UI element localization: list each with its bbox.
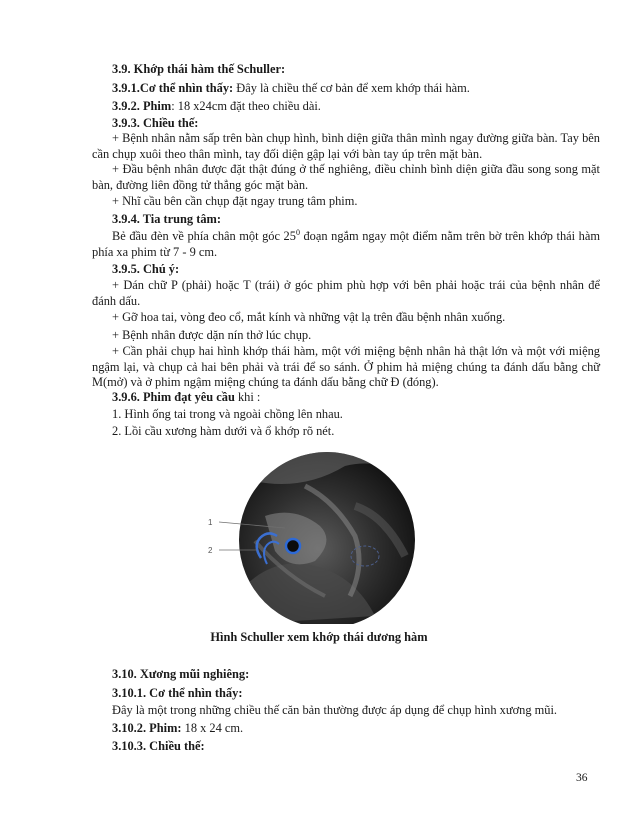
note-item: + Gỡ hoa tai, vòng đeo cổ, mắt kính và những vật lạ trên đầu bệnh nhân xuống. xyxy=(112,310,506,324)
position-item: + Đầu bệnh nhân được đặt thật đúng ở thế nghiêng, điều chỉnh bình diện giữa đầu song song mặt bàn, đường liên đồng tử thẳng góc mặt bàn. xyxy=(92,162,600,192)
film-line: 3.10.2. Phim: 18 x 24 cm. xyxy=(112,721,244,735)
position-heading: 3.9.3. Chiều thế: xyxy=(112,116,199,130)
marker-2-label: 2 xyxy=(208,546,213,555)
visible-body-text: Đây là một trong những chiều thế căn bản thường được áp dụng để chụp hình xương mũi. xyxy=(112,703,557,717)
requirement-item: 2. Lồi cầu xương hàm dưới và ổ khớp rõ nét. xyxy=(112,424,335,438)
central-ray-heading: 3.9.4. Tia trung tâm: xyxy=(112,212,221,226)
requirement-item: 1. Hình ống tai trong và ngoài chồng lên nhau. xyxy=(112,407,343,421)
schuller-xray-figure xyxy=(205,446,427,624)
note-item: + Bệnh nhân được dặn nín thở lúc chụp. xyxy=(112,328,312,342)
film-line: 3.9.2. Phim: 18 x24cm đặt theo chiều dài. xyxy=(112,99,321,113)
visible-body-line: 3.9.1.Cơ thể nhìn thấy: Đây là chiều thế cơ bản để xem khớp thái hàm. xyxy=(112,81,470,95)
note-heading: 3.9.5. Chú ý: xyxy=(112,262,180,276)
note-item: + Cần phải chụp hai hình khớp thái hàm, một với miệng bệnh nhân hả thật lớn và một với miệng ngậm lại, và chụp cả hai bên phải và trái để so sánh. Ở phim hả miệng chúng ta đánh dấu bằng chữ M(mở) và ở phim ngậm miệng chúng ta đánh dấu bằng chữ Đ (đóng). xyxy=(92,344,600,389)
position-item: + Bệnh nhân nằm sấp trên bàn chụp hình, bình diện giữa thân mình ngay đường giữa bàn. Tay bên cần chụp xuôi theo thân mình, tay đối diện gập lại với bàn tay úp trên mặt bàn. xyxy=(92,131,600,161)
page-number: 36 xyxy=(576,772,588,784)
note-item: + Dán chữ P (phải) hoặc T (trái) ở góc phim phù hợp với bên phải hoặc trái của bệnh nhân để đánh dấu. xyxy=(92,278,600,308)
position-item: + Nhĩ cầu bên cần chụp đặt ngay trung tâm phim. xyxy=(112,194,358,208)
ear-canal-outline xyxy=(286,539,300,553)
marker-1-label: 1 xyxy=(208,518,213,527)
figure-caption: Hình Schuller xem khớp thái dương hàm xyxy=(210,630,428,644)
central-ray-text: Bẻ đầu đèn về phía chân một góc $25^0$ đoạn ngắm ngay một điểm nằm trên bờ trên khớp thái hàm phía xa phim từ 7 - 9 cm. xyxy=(92,227,600,259)
section-3-10-heading: 3.10. Xương mũi nghiêng: xyxy=(112,667,250,681)
section-3-9-heading: 3.9. Khớp thái hàm thế Schuller: xyxy=(112,62,286,76)
visible-body-heading: 3.10.1. Cơ thể nhìn thấy: xyxy=(112,686,243,700)
position-heading: 3.10.3. Chiều thế: xyxy=(112,739,205,753)
requirement-heading: 3.9.6. Phim đạt yêu cầu khi : xyxy=(112,390,261,404)
